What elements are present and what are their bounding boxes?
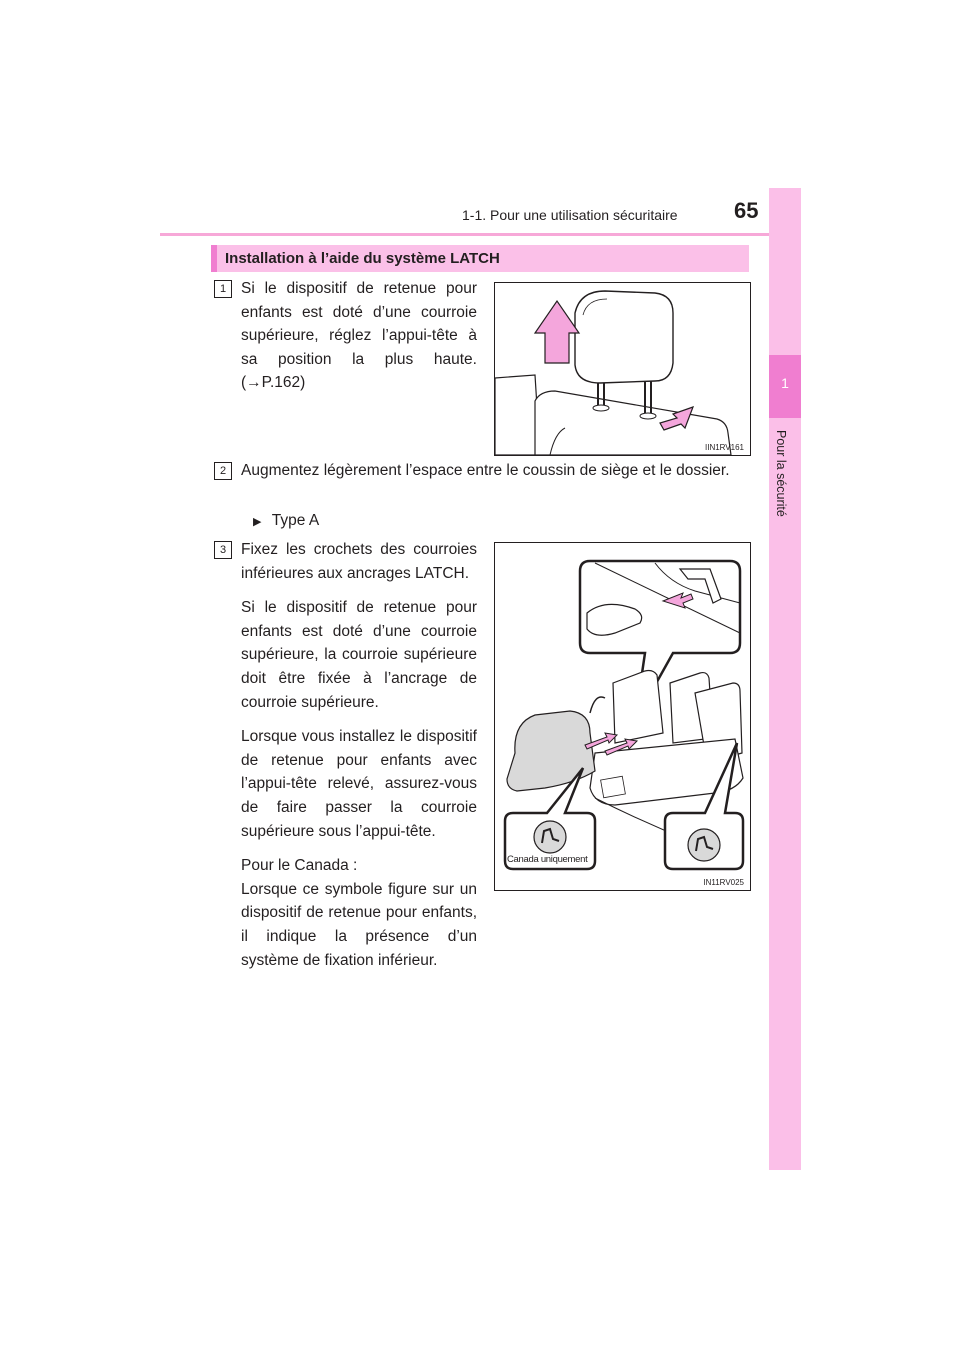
- type-label-row: [253, 512, 319, 530]
- chapter-side-tab: [769, 188, 801, 1170]
- step-2-text: [241, 459, 749, 483]
- canada-note-text: Lorsque ce symbole figure sur un dispositif de retenue pour enfants, il indique la présence d’un système de fixation inférieur.: [241, 880, 477, 969]
- triangle-bullet-icon: ▶: [253, 516, 262, 528]
- chapter-number: 1: [781, 375, 789, 391]
- step-1-paragraph: Si le dispositif de retenue pour enfants est doté d’une courroie supérieure, réglez l’appui-tête à sa position la plus haute. (→P.162): [241, 280, 477, 392]
- step-3-text: [241, 538, 477, 972]
- step-number-1: 1: [214, 280, 232, 298]
- step-3-paragraph-1: Fixez les crochets des courroies inférieures aux ancrages LATCH.: [241, 541, 477, 582]
- type-label: Type A: [271, 512, 320, 529]
- step-2-paragraph: Augmentez légèrement l’espace entre le coussin de siège et le dossier.: [241, 462, 730, 479]
- figure-1-code: IIN1RV161: [705, 443, 744, 452]
- step-number-3: 3: [214, 541, 232, 559]
- figure-latch-installation: [494, 542, 751, 891]
- step-1-text: [241, 277, 477, 395]
- step-number-2: 2: [214, 462, 232, 480]
- page-number: 65: [734, 198, 759, 223]
- step-3-paragraph-2: Si le dispositif de retenue pour enfants est doté d’une courroie supérieure, la courroie supérieure doit être fixée à l’ancrage de courroie supérieure.: [241, 599, 477, 711]
- canada-note-title: Pour le Canada :: [241, 857, 358, 875]
- canada-only-label: Canada uniquement: [507, 854, 588, 865]
- step-3-paragraph-3: Lorsque vous installez le dispositif de retenue pour enfants avec l’appui-tête relevé, assurez-vous de faire passer la courroie supérieure sous l’appui-tête.: [241, 728, 477, 840]
- latch-symbol-icon-2: [688, 829, 720, 861]
- section-heading-text: Installation à l’aide du système LATCH: [225, 250, 500, 267]
- latch-symbol-icon: [534, 821, 566, 853]
- section-heading-bar: [211, 245, 217, 272]
- figure-headrest: [494, 282, 751, 456]
- up-arrow-icon: [535, 301, 579, 363]
- running-header-section: 1-1. Pour une utilisation sécuritaire: [462, 207, 678, 223]
- headrest-illustration: [495, 283, 750, 455]
- header-rule: [160, 233, 801, 236]
- section-heading: [211, 245, 749, 272]
- chapter-label: Pour la sécurité: [774, 430, 788, 517]
- figure-2-code: IN11RV025: [703, 878, 744, 887]
- latch-illustration: [495, 543, 750, 890]
- canada-note: [241, 854, 477, 972]
